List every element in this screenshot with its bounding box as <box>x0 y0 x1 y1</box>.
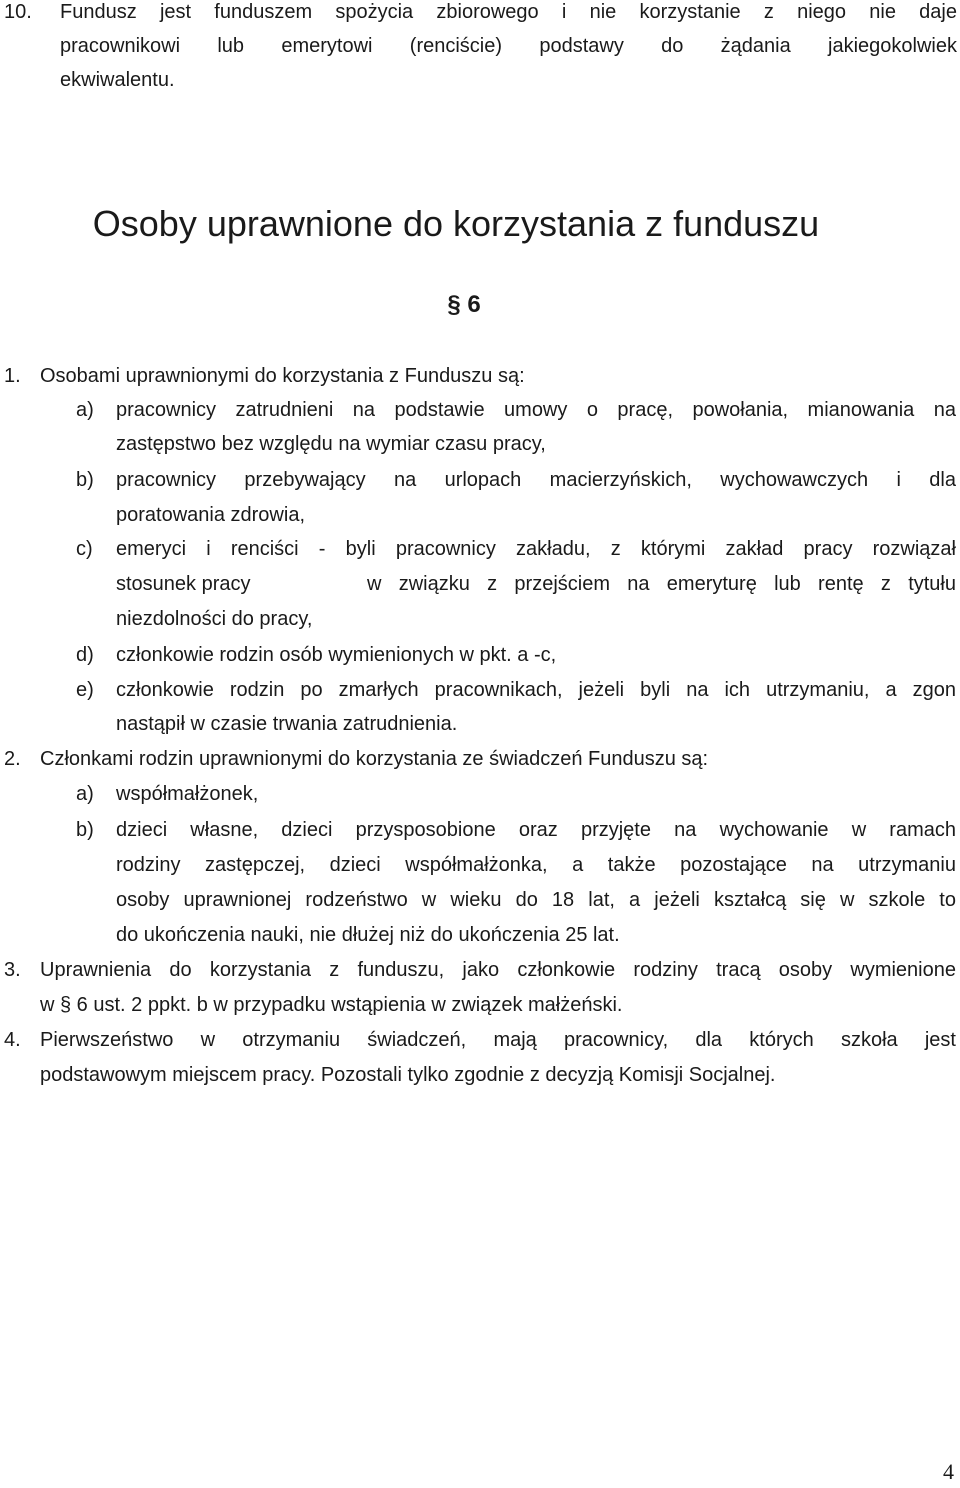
sub-item-line: dzieci własne, dzieci przysposobione oraz przyjęte na wychowanie w ramach <box>116 819 956 841</box>
sub-item-line: członkowie rodzin osób wymienionych w pkt. a -c, <box>116 644 557 666</box>
page-number: 4 <box>943 1459 954 1484</box>
sub-item-line: nastąpił w czasie trwania zatrudnienia. <box>116 713 458 735</box>
sub-item-label: a) <box>76 399 94 421</box>
item-number: 4. <box>4 1029 21 1051</box>
paragraph-line: Uprawnienia do korzystania z funduszu, jako członkowie rodziny tracą osoby wymienione <box>40 959 956 981</box>
item-number: 1. <box>4 365 21 387</box>
sub-item-line: zastępstwo bez względu na wymiar czasu pracy, <box>116 433 546 455</box>
paragraph-line: Pierwszeństwo w otrzymaniu świadczeń, mają pracownicy, dla których szkoła jest <box>40 1029 956 1051</box>
sub-item-line: poratowania zdrowia, <box>116 504 305 526</box>
section-number: § 6 <box>447 291 481 318</box>
sub-item-label: c) <box>76 538 93 560</box>
sub-item-line: pracownicy przebywający na urlopach macierzyńskich, wychowawczych i dla <box>116 469 956 491</box>
sub-item-line: emeryci i renciści - byli pracownicy zakładu, z którymi zakład pracy rozwiązał <box>116 538 956 560</box>
sub-item-line: osoby uprawnionej rodzeństwo w wieku do 18 lat, a jeżeli kształcą się w szkole to <box>116 889 956 911</box>
paragraph-line: podstawowym miejscem pracy. Pozostali tylko zgodnie z decyzją Komisji Socjalnej. <box>40 1064 776 1086</box>
sub-item-label: b) <box>76 469 94 491</box>
sub-item-label: a) <box>76 783 94 805</box>
sub-item-line: do ukończenia nauki, nie dłużej niż do ukończenia 25 lat. <box>116 924 620 946</box>
paragraph-line: pracownikowi lub emerytowi (renciście) podstawy do żądania jakiegokolwiek <box>60 35 957 57</box>
sub-item-line: pracownicy zatrudnieni na podstawie umowy o pracę, powołania, mianowania na <box>116 399 956 421</box>
paragraph-line: ekwiwalentu. <box>60 69 175 91</box>
sub-item-line: w związku z przejściem na emeryturę lub rentę z tytułu <box>367 573 956 595</box>
section-heading: Osoby uprawnione do korzystania z funduszu <box>92 203 820 244</box>
item-intro: Osobami uprawnionymi do korzystania z Funduszu są: <box>40 365 525 387</box>
paragraph-line: Fundusz jest funduszem spożycia zbiorowego i nie korzystanie z niego nie daje <box>60 1 957 23</box>
sub-item-label: b) <box>76 819 94 841</box>
item-intro: Członkami rodzin uprawnionymi do korzystania ze świadczeń Funduszu są: <box>40 748 709 770</box>
sub-item-line: stosunek pracy <box>116 573 251 595</box>
sub-item-line: niezdolności do pracy, <box>116 608 313 630</box>
sub-item-line: członkowie rodzin po zmarłych pracownikach, jeżeli byli na ich utrzymaniu, a zgon <box>116 679 956 701</box>
sub-item-line: rodziny zastępczej, dzieci współmałżonka, a także pozostające na utrzymaniu <box>116 854 956 876</box>
sub-item-label: e) <box>76 679 94 701</box>
item-number: 2. <box>4 748 21 770</box>
paragraph-line: w § 6 ust. 2 ppkt. b w przypadku wstąpienia w związek małżeński. <box>40 994 623 1016</box>
item-number: 10. <box>4 1 32 23</box>
sub-item-line: współmałżonek, <box>116 783 259 805</box>
sub-item-label: d) <box>76 644 94 666</box>
item-number: 3. <box>4 959 21 981</box>
